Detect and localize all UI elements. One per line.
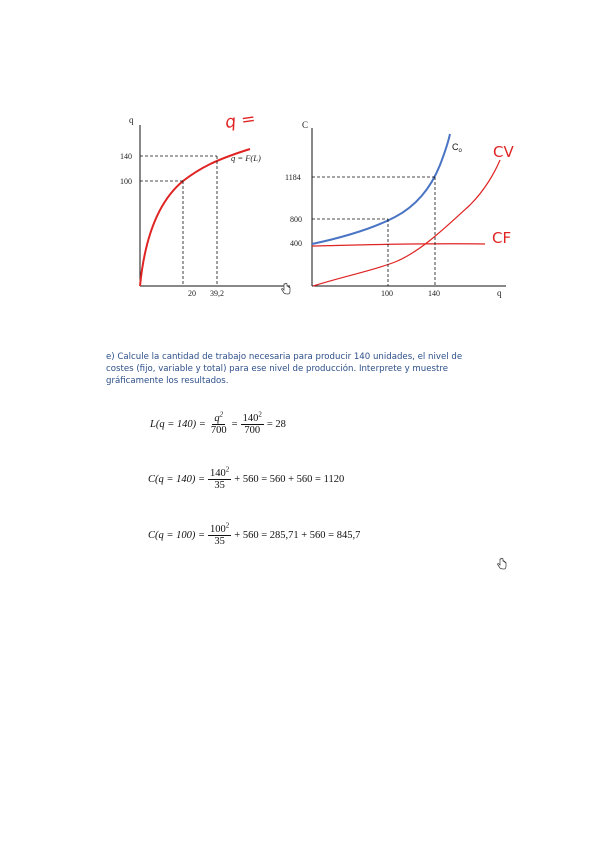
cost-y-tick-400: 400 <box>290 239 302 248</box>
handwritten-cf-label: CF <box>492 229 512 247</box>
equation-labor: L(q = 140) = $\frac{q^2}{700}$ = $\frac{140^2}{700}$ = 28 <box>150 410 286 436</box>
cost-x-axis-label: q <box>497 288 502 298</box>
cost-x-tick-140: 140 <box>428 289 440 298</box>
handwritten-q-annotation: q = <box>223 108 257 133</box>
y-tick-100: 100 <box>120 177 132 186</box>
total-cost-label: $C_o$ <box>452 142 462 154</box>
equation-cost-140: C(q = 140) = $\frac{140^2}{35}$ + 560 = 560 + 560 = 1120 <box>148 465 345 491</box>
fixed-cost-line <box>312 244 485 246</box>
hand-cursor-icon <box>496 558 508 570</box>
cost-x-tick-100: 100 <box>381 289 393 298</box>
y-tick-140: 140 <box>120 152 132 161</box>
cost-y-axis-label: C <box>302 120 309 130</box>
question-line: gráficamente los resultados. <box>106 376 229 386</box>
question-line: costes (fijo, variable y total) para ese nivel de producción. Interprete y muestre <box>106 364 448 374</box>
production-y-axis-label: q <box>129 115 134 125</box>
handwritten-cv-label: CV <box>493 143 514 161</box>
production-curve-label: q = F(L) <box>231 153 261 163</box>
x-tick-39: 39,2 <box>210 289 224 298</box>
x-tick-20: 20 <box>188 289 196 298</box>
question-line: e) Calcule la cantidad de trabajo necesaria para producir 140 unidades, el nivel de <box>106 352 463 362</box>
cost-y-tick-1184: 1184 <box>285 173 301 182</box>
variable-cost-curve <box>313 160 500 286</box>
question-e <box>106 351 506 387</box>
hand-cursor-icon <box>280 283 292 295</box>
total-cost-curve <box>312 134 450 244</box>
cost-y-tick-800: 800 <box>290 215 302 224</box>
equation-cost-100: C(q = 100) = $\frac{100^2}{35}$ + 560 = 285,71 + 560 = 845,7 <box>148 521 361 547</box>
